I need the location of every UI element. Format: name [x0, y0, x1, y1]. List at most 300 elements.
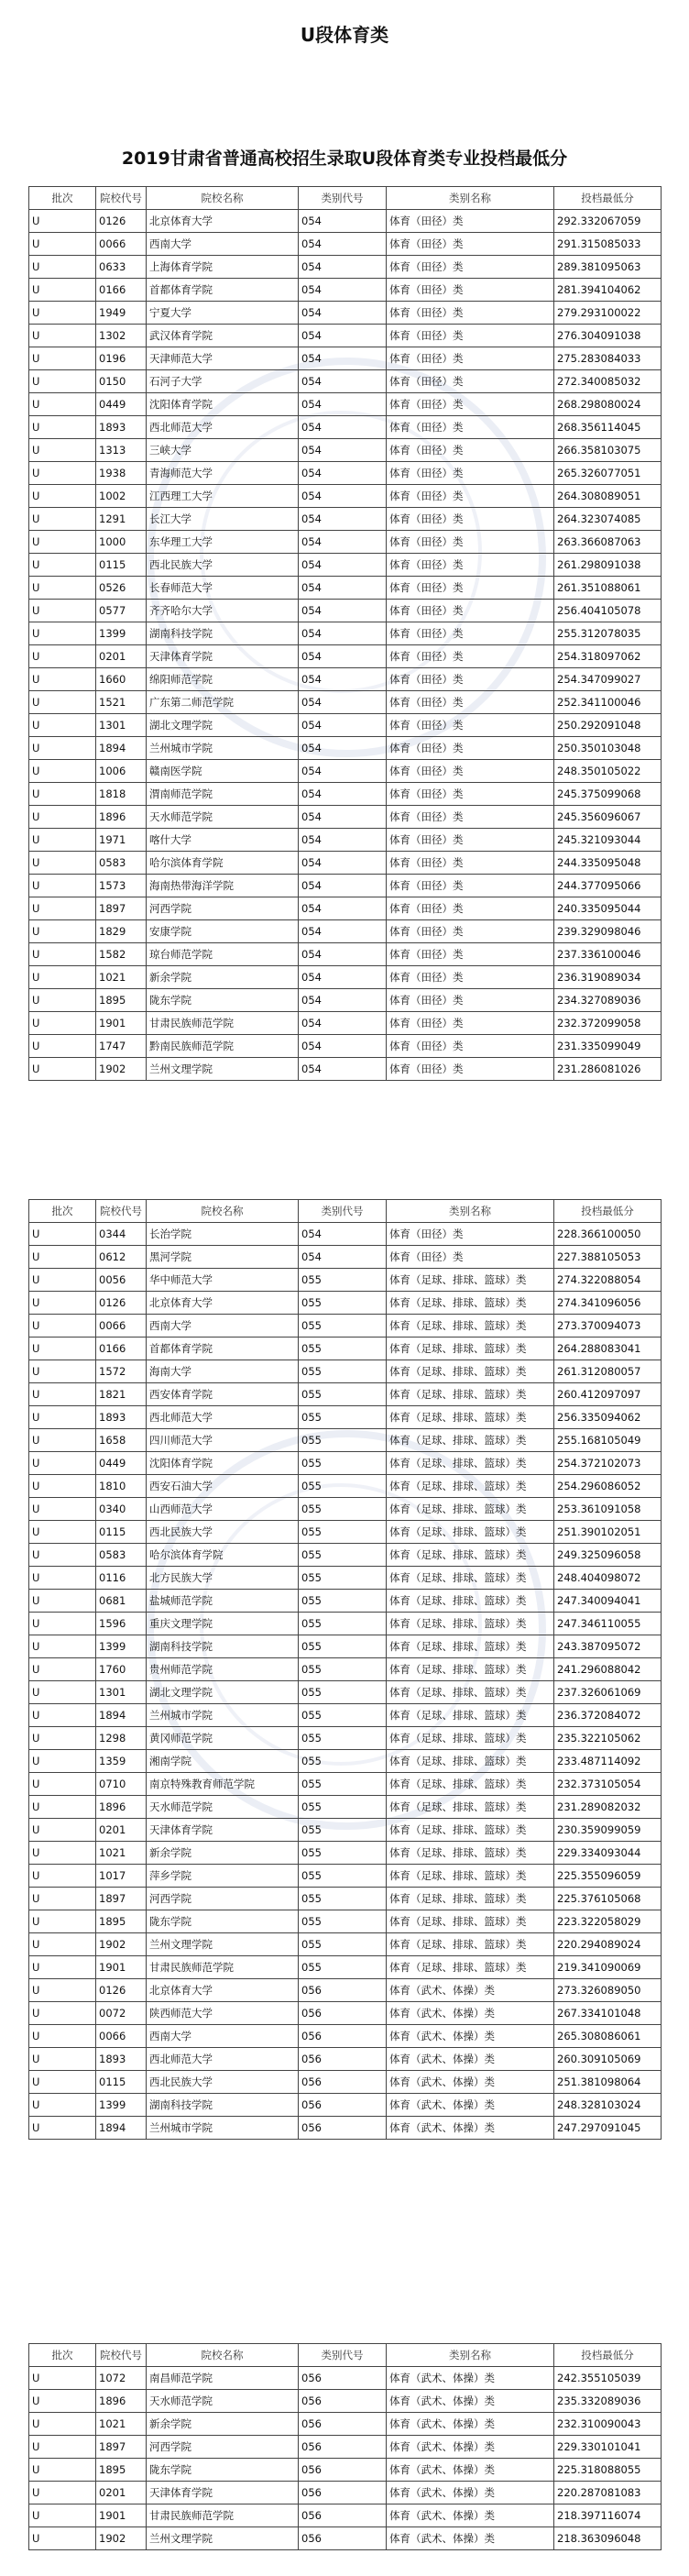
min-score-cell: 232.372099058 — [554, 1012, 662, 1035]
category-code-cell: 054 — [299, 783, 387, 806]
batch-cell: U — [29, 1613, 96, 1635]
school-code-cell: 1895 — [96, 1910, 147, 1933]
category-code-cell: 054 — [299, 1012, 387, 1035]
school-code-cell: 0066 — [96, 2025, 147, 2048]
category-code-cell: 055 — [299, 1383, 387, 1406]
min-score-cell: 229.334093044 — [554, 1842, 662, 1865]
min-score-cell: 248.350105022 — [554, 760, 662, 783]
school-name-cell: 南昌师范学院 — [147, 2367, 299, 2390]
header-min-score: 投档最低分 — [554, 2344, 662, 2367]
table-row — [29, 1383, 662, 1406]
table-row — [29, 806, 662, 829]
table-header-row — [29, 1200, 662, 1223]
table-row — [29, 2482, 662, 2504]
header-batch: 批次 — [29, 1200, 96, 1223]
batch-cell: U — [29, 1035, 96, 1058]
category-code-cell: 054 — [299, 645, 387, 668]
table-row — [29, 1796, 662, 1819]
table-row — [29, 577, 662, 600]
category-code-cell: 054 — [299, 920, 387, 943]
batch-cell: U — [29, 347, 96, 370]
category-code-cell: 056 — [299, 2527, 387, 2550]
school-name-cell: 兰州城市学院 — [147, 737, 299, 760]
category-name-cell: 体育（田径）类 — [387, 645, 554, 668]
school-code-cell: 1399 — [96, 1635, 147, 1658]
header-school-name: 院校名称 — [147, 187, 299, 210]
table-row — [29, 897, 662, 920]
min-score-cell: 291.315085033 — [554, 233, 662, 256]
school-name-cell: 哈尔滨体育学院 — [147, 1544, 299, 1567]
school-code-cell: 1301 — [96, 714, 147, 737]
min-score-cell: 254.318097062 — [554, 645, 662, 668]
school-name-cell: 西安体育学院 — [147, 1383, 299, 1406]
category-code-cell: 055 — [299, 1704, 387, 1727]
table-row — [29, 1521, 662, 1544]
batch-cell: U — [29, 1269, 96, 1292]
school-code-cell: 1894 — [96, 1704, 147, 1727]
school-code-cell: 0126 — [96, 1979, 147, 2002]
category-name-cell: 体育（田径）类 — [387, 760, 554, 783]
category-code-cell: 056 — [299, 2117, 387, 2140]
category-name-cell: 体育（田径）类 — [387, 714, 554, 737]
category-code-cell: 055 — [299, 1796, 387, 1819]
table-row — [29, 2048, 662, 2071]
batch-cell: U — [29, 2094, 96, 2117]
category-name-cell: 体育（武术、体操）类 — [387, 2527, 554, 2550]
school-code-cell: 1895 — [96, 2459, 147, 2482]
school-code-cell: 0066 — [96, 1315, 147, 1338]
table-row — [29, 508, 662, 531]
school-name-cell: 武汉体育学院 — [147, 325, 299, 347]
school-name-cell: 西北民族大学 — [147, 1521, 299, 1544]
table-row — [29, 2459, 662, 2482]
batch-cell: U — [29, 439, 96, 462]
batch-cell: U — [29, 806, 96, 829]
header-school-name: 院校名称 — [147, 1200, 299, 1223]
min-score-cell: 292.332067059 — [554, 210, 662, 233]
category-code-cell: 054 — [299, 737, 387, 760]
school-name-cell: 西南大学 — [147, 2025, 299, 2048]
min-score-cell: 218.363096048 — [554, 2527, 662, 2550]
score-table-section — [28, 2343, 661, 2550]
batch-cell: U — [29, 325, 96, 347]
table-row — [29, 1058, 662, 1081]
batch-cell: U — [29, 2390, 96, 2413]
school-code-cell: 1000 — [96, 531, 147, 554]
school-code-cell: 1573 — [96, 875, 147, 897]
batch-cell: U — [29, 1338, 96, 1360]
school-code-cell: 1902 — [96, 1933, 147, 1956]
table-row — [29, 920, 662, 943]
page-title: U段体育类 — [300, 24, 389, 46]
category-name-cell: 体育（田径）类 — [387, 737, 554, 760]
min-score-cell: 254.296086052 — [554, 1475, 662, 1498]
category-name-cell: 体育（武术、体操）类 — [387, 1979, 554, 2002]
table-row — [29, 1888, 662, 1910]
batch-cell: U — [29, 1750, 96, 1773]
category-name-cell: 体育（足球、排球、篮球）类 — [387, 1773, 554, 1796]
school-code-cell: 1006 — [96, 760, 147, 783]
batch-cell: U — [29, 2002, 96, 2025]
batch-cell: U — [29, 2367, 96, 2390]
school-name-cell: 兰州文理学院 — [147, 2527, 299, 2550]
category-name-cell: 体育（足球、排球、篮球）类 — [387, 1360, 554, 1383]
min-score-cell: 244.377095066 — [554, 875, 662, 897]
category-name-cell: 体育（田径）类 — [387, 1058, 554, 1081]
min-score-cell: 234.327089036 — [554, 989, 662, 1012]
school-code-cell: 0116 — [96, 1567, 147, 1590]
category-name-cell: 体育（足球、排球、篮球）类 — [387, 1750, 554, 1773]
table-row — [29, 1498, 662, 1521]
category-name-cell: 体育（田径）类 — [387, 325, 554, 347]
school-code-cell: 1582 — [96, 943, 147, 966]
category-name-cell: 体育（武术、体操）类 — [387, 2367, 554, 2390]
category-code-cell: 056 — [299, 2367, 387, 2390]
category-code-cell: 054 — [299, 439, 387, 462]
batch-cell: U — [29, 1315, 96, 1338]
table-header-row — [29, 2344, 662, 2367]
batch-cell: U — [29, 1681, 96, 1704]
batch-cell: U — [29, 279, 96, 302]
category-code-cell: 054 — [299, 600, 387, 622]
category-name-cell: 体育（足球、排球、篮球）类 — [387, 1315, 554, 1338]
school-name-cell: 黄冈师范学院 — [147, 1727, 299, 1750]
category-code-cell: 055 — [299, 1406, 387, 1429]
min-score-cell: 245.356096067 — [554, 806, 662, 829]
school-name-cell: 天水师范学院 — [147, 806, 299, 829]
school-name-cell: 湘南学院 — [147, 1750, 299, 1773]
table-row — [29, 783, 662, 806]
min-score-cell: 244.335095048 — [554, 852, 662, 875]
school-name-cell: 天水师范学院 — [147, 2390, 299, 2413]
category-name-cell: 体育（武术、体操）类 — [387, 2025, 554, 2048]
school-code-cell: 0150 — [96, 370, 147, 393]
table-row — [29, 1979, 662, 2002]
min-score-cell: 231.335099049 — [554, 1035, 662, 1058]
category-name-cell: 体育（田径）类 — [387, 531, 554, 554]
batch-cell: U — [29, 2025, 96, 2048]
min-score-cell: 254.347099027 — [554, 668, 662, 691]
min-score-cell: 223.322058029 — [554, 1910, 662, 1933]
batch-cell: U — [29, 577, 96, 600]
category-name-cell: 体育（足球、排球、篮球）类 — [387, 1727, 554, 1750]
category-name-cell: 体育（田径）类 — [387, 806, 554, 829]
category-code-cell: 054 — [299, 1246, 387, 1269]
category-code-cell: 054 — [299, 256, 387, 279]
table-row — [29, 1223, 662, 1246]
school-code-cell: 1897 — [96, 2436, 147, 2459]
table-row — [29, 1704, 662, 1727]
school-name-cell: 北京体育大学 — [147, 1979, 299, 2002]
batch-cell: U — [29, 600, 96, 622]
table-row — [29, 1956, 662, 1979]
school-name-cell: 长江大学 — [147, 508, 299, 531]
category-code-cell: 055 — [299, 1544, 387, 1567]
school-code-cell: 1521 — [96, 691, 147, 714]
school-code-cell: 1901 — [96, 2504, 147, 2527]
table-row — [29, 439, 662, 462]
school-name-cell: 华中师范大学 — [147, 1269, 299, 1292]
batch-cell: U — [29, 920, 96, 943]
batch-cell: U — [29, 531, 96, 554]
table-row — [29, 2094, 662, 2117]
category-code-cell: 055 — [299, 1865, 387, 1888]
category-name-cell: 体育（足球、排球、篮球）类 — [387, 1475, 554, 1498]
category-name-cell: 体育（田径）类 — [387, 485, 554, 508]
school-name-cell: 天津体育学院 — [147, 2482, 299, 2504]
batch-cell: U — [29, 1979, 96, 2002]
school-name-cell: 兰州文理学院 — [147, 1058, 299, 1081]
school-code-cell: 1298 — [96, 1727, 147, 1750]
school-code-cell: 1894 — [96, 737, 147, 760]
table-row — [29, 210, 662, 233]
min-score-cell: 263.366087063 — [554, 531, 662, 554]
category-name-cell: 体育（足球、排球、篮球）类 — [387, 1796, 554, 1819]
school-name-cell: 首都体育学院 — [147, 1338, 299, 1360]
category-name-cell: 体育（田径）类 — [387, 1223, 554, 1246]
batch-cell: U — [29, 1223, 96, 1246]
category-name-cell: 体育（田径）类 — [387, 233, 554, 256]
table-row — [29, 1842, 662, 1865]
batch-cell: U — [29, 760, 96, 783]
school-name-cell: 陕西师范大学 — [147, 2002, 299, 2025]
table-row — [29, 1567, 662, 1590]
school-code-cell: 1971 — [96, 829, 147, 852]
school-code-cell: 1902 — [96, 1058, 147, 1081]
school-code-cell: 0115 — [96, 554, 147, 577]
score-table-section — [28, 186, 661, 1081]
table-row — [29, 1035, 662, 1058]
table-row — [29, 2367, 662, 2390]
category-name-cell: 体育（田径）类 — [387, 279, 554, 302]
category-code-cell: 055 — [299, 1315, 387, 1338]
table-row — [29, 2390, 662, 2413]
category-code-cell: 055 — [299, 1498, 387, 1521]
table-row — [29, 1012, 662, 1035]
school-name-cell: 安康学院 — [147, 920, 299, 943]
school-code-cell: 1821 — [96, 1383, 147, 1406]
school-code-cell: 1017 — [96, 1865, 147, 1888]
school-code-cell: 0115 — [96, 2071, 147, 2094]
table-row — [29, 1773, 662, 1796]
category-code-cell: 055 — [299, 1567, 387, 1590]
school-name-cell: 江西理工大学 — [147, 485, 299, 508]
category-code-cell: 055 — [299, 1681, 387, 1704]
category-name-cell: 体育（武术、体操）类 — [387, 2048, 554, 2071]
school-name-cell: 兰州城市学院 — [147, 2117, 299, 2140]
category-code-cell: 055 — [299, 1727, 387, 1750]
table-row — [29, 279, 662, 302]
school-name-cell: 甘肃民族师范学院 — [147, 1956, 299, 1979]
category-code-cell: 054 — [299, 1223, 387, 1246]
category-name-cell: 体育（田径）类 — [387, 393, 554, 416]
batch-cell: U — [29, 2071, 96, 2094]
min-score-cell: 225.355096059 — [554, 1865, 662, 1888]
batch-cell: U — [29, 829, 96, 852]
school-code-cell: 0166 — [96, 279, 147, 302]
category-code-cell: 056 — [299, 2504, 387, 2527]
min-score-cell: 235.322105062 — [554, 1727, 662, 1750]
category-name-cell: 体育（武术、体操）类 — [387, 2413, 554, 2436]
category-code-cell: 054 — [299, 393, 387, 416]
min-score-cell: 239.329098046 — [554, 920, 662, 943]
school-name-cell: 东华理工大学 — [147, 531, 299, 554]
school-code-cell: 0201 — [96, 2482, 147, 2504]
table-header-row — [29, 187, 662, 210]
category-code-cell: 054 — [299, 370, 387, 393]
school-name-cell: 青海师范大学 — [147, 462, 299, 485]
category-name-cell: 体育（武术、体操）类 — [387, 2482, 554, 2504]
batch-cell: U — [29, 943, 96, 966]
category-code-cell: 056 — [299, 2048, 387, 2071]
category-code-cell: 054 — [299, 325, 387, 347]
table-row — [29, 1292, 662, 1315]
category-name-cell: 体育（田径）类 — [387, 210, 554, 233]
min-score-cell: 225.318088055 — [554, 2459, 662, 2482]
category-name-cell: 体育（武术、体操）类 — [387, 2094, 554, 2117]
category-name-cell: 体育（足球、排球、篮球）类 — [387, 1865, 554, 1888]
batch-cell: U — [29, 875, 96, 897]
category-code-cell: 055 — [299, 1750, 387, 1773]
table-row — [29, 943, 662, 966]
category-code-cell: 056 — [299, 2436, 387, 2459]
school-name-cell: 北京体育大学 — [147, 210, 299, 233]
min-score-cell: 250.292091048 — [554, 714, 662, 737]
category-name-cell: 体育（田径）类 — [387, 462, 554, 485]
min-score-cell: 268.356114045 — [554, 416, 662, 439]
header-category-name: 类别名称 — [387, 1200, 554, 1223]
min-score-cell: 240.335095044 — [554, 897, 662, 920]
category-code-cell: 054 — [299, 760, 387, 783]
category-code-cell: 055 — [299, 1956, 387, 1979]
category-name-cell: 体育（田径）类 — [387, 852, 554, 875]
table-row — [29, 1475, 662, 1498]
school-code-cell: 0344 — [96, 1223, 147, 1246]
school-name-cell: 西北师范大学 — [147, 1406, 299, 1429]
school-name-cell: 盐城师范学院 — [147, 1590, 299, 1613]
table-row — [29, 233, 662, 256]
min-score-cell: 266.358103075 — [554, 439, 662, 462]
batch-cell: U — [29, 2482, 96, 2504]
header-category-code: 类别代号 — [299, 1200, 387, 1223]
school-name-cell: 湖北文理学院 — [147, 1681, 299, 1704]
category-code-cell: 054 — [299, 347, 387, 370]
school-code-cell: 1893 — [96, 1406, 147, 1429]
category-name-cell: 体育（田径）类 — [387, 1012, 554, 1035]
min-score-cell: 273.326089050 — [554, 1979, 662, 2002]
min-score-cell: 264.323074085 — [554, 508, 662, 531]
category-name-cell: 体育（田径）类 — [387, 783, 554, 806]
table-row — [29, 302, 662, 325]
school-name-cell: 沈阳体育学院 — [147, 1452, 299, 1475]
table-row — [29, 2002, 662, 2025]
category-name-cell: 体育（田径）类 — [387, 829, 554, 852]
batch-cell: U — [29, 1521, 96, 1544]
table-row — [29, 760, 662, 783]
min-score-cell: 235.332089036 — [554, 2390, 662, 2413]
category-code-cell: 056 — [299, 2390, 387, 2413]
category-name-cell: 体育（足球、排球、篮球）类 — [387, 1658, 554, 1681]
school-name-cell: 四川师范大学 — [147, 1429, 299, 1452]
table-row — [29, 531, 662, 554]
table-row — [29, 852, 662, 875]
category-name-cell: 体育（足球、排球、篮球）类 — [387, 1567, 554, 1590]
school-code-cell: 0681 — [96, 1590, 147, 1613]
category-code-cell: 055 — [299, 1521, 387, 1544]
category-name-cell: 体育（田径）类 — [387, 256, 554, 279]
batch-cell: U — [29, 1888, 96, 1910]
school-name-cell: 黔南民族师范学院 — [147, 1035, 299, 1058]
category-name-cell: 体育（武术、体操）类 — [387, 2002, 554, 2025]
category-code-cell: 054 — [299, 875, 387, 897]
school-name-cell: 陇东学院 — [147, 2459, 299, 2482]
min-score-cell: 220.294089024 — [554, 1933, 662, 1956]
school-code-cell: 0066 — [96, 233, 147, 256]
batch-cell: U — [29, 1796, 96, 1819]
batch-cell: U — [29, 966, 96, 989]
school-code-cell: 1897 — [96, 1888, 147, 1910]
batch-cell: U — [29, 1842, 96, 1865]
category-name-cell: 体育（田径）类 — [387, 691, 554, 714]
school-name-cell: 河西学院 — [147, 2436, 299, 2459]
min-score-cell: 252.341100046 — [554, 691, 662, 714]
table-row — [29, 2025, 662, 2048]
category-code-cell: 055 — [299, 1338, 387, 1360]
min-score-cell: 242.355105039 — [554, 2367, 662, 2390]
table-row — [29, 416, 662, 439]
school-code-cell: 1902 — [96, 2527, 147, 2550]
batch-cell: U — [29, 256, 96, 279]
min-score-cell: 276.304091038 — [554, 325, 662, 347]
school-name-cell: 齐齐哈尔大学 — [147, 600, 299, 622]
school-code-cell: 1021 — [96, 966, 147, 989]
min-score-cell: 274.322088054 — [554, 1269, 662, 1292]
school-name-cell: 哈尔滨体育学院 — [147, 852, 299, 875]
school-name-cell: 长治学院 — [147, 1223, 299, 1246]
batch-cell: U — [29, 393, 96, 416]
batch-cell: U — [29, 554, 96, 577]
category-name-cell: 体育（田径）类 — [387, 897, 554, 920]
category-name-cell: 体育（足球、排球、篮球）类 — [387, 1498, 554, 1521]
category-name-cell: 体育（田径）类 — [387, 416, 554, 439]
table-row — [29, 2413, 662, 2436]
min-score-cell: 245.321093044 — [554, 829, 662, 852]
min-score-cell: 254.372102073 — [554, 1452, 662, 1475]
min-score-cell: 255.312078035 — [554, 622, 662, 645]
min-score-cell: 245.375099068 — [554, 783, 662, 806]
school-code-cell: 1399 — [96, 2094, 147, 2117]
category-code-cell: 056 — [299, 2025, 387, 2048]
min-score-cell: 267.334101048 — [554, 2002, 662, 2025]
batch-cell: U — [29, 1292, 96, 1315]
batch-cell: U — [29, 1452, 96, 1475]
category-code-cell: 056 — [299, 1979, 387, 2002]
min-score-cell: 249.325096058 — [554, 1544, 662, 1567]
school-name-cell: 沈阳体育学院 — [147, 393, 299, 416]
school-name-cell: 天津体育学院 — [147, 1819, 299, 1842]
category-name-cell: 体育（田径）类 — [387, 989, 554, 1012]
min-score-cell: 231.289082032 — [554, 1796, 662, 1819]
school-name-cell: 石河子大学 — [147, 370, 299, 393]
school-code-cell: 0583 — [96, 1544, 147, 1567]
min-score-cell: 247.297091045 — [554, 2117, 662, 2140]
batch-cell: U — [29, 1773, 96, 1796]
batch-cell: U — [29, 897, 96, 920]
school-code-cell: 1829 — [96, 920, 147, 943]
school-code-cell: 0633 — [96, 256, 147, 279]
school-name-cell: 甘肃民族师范学院 — [147, 1012, 299, 1035]
batch-cell: U — [29, 1590, 96, 1613]
